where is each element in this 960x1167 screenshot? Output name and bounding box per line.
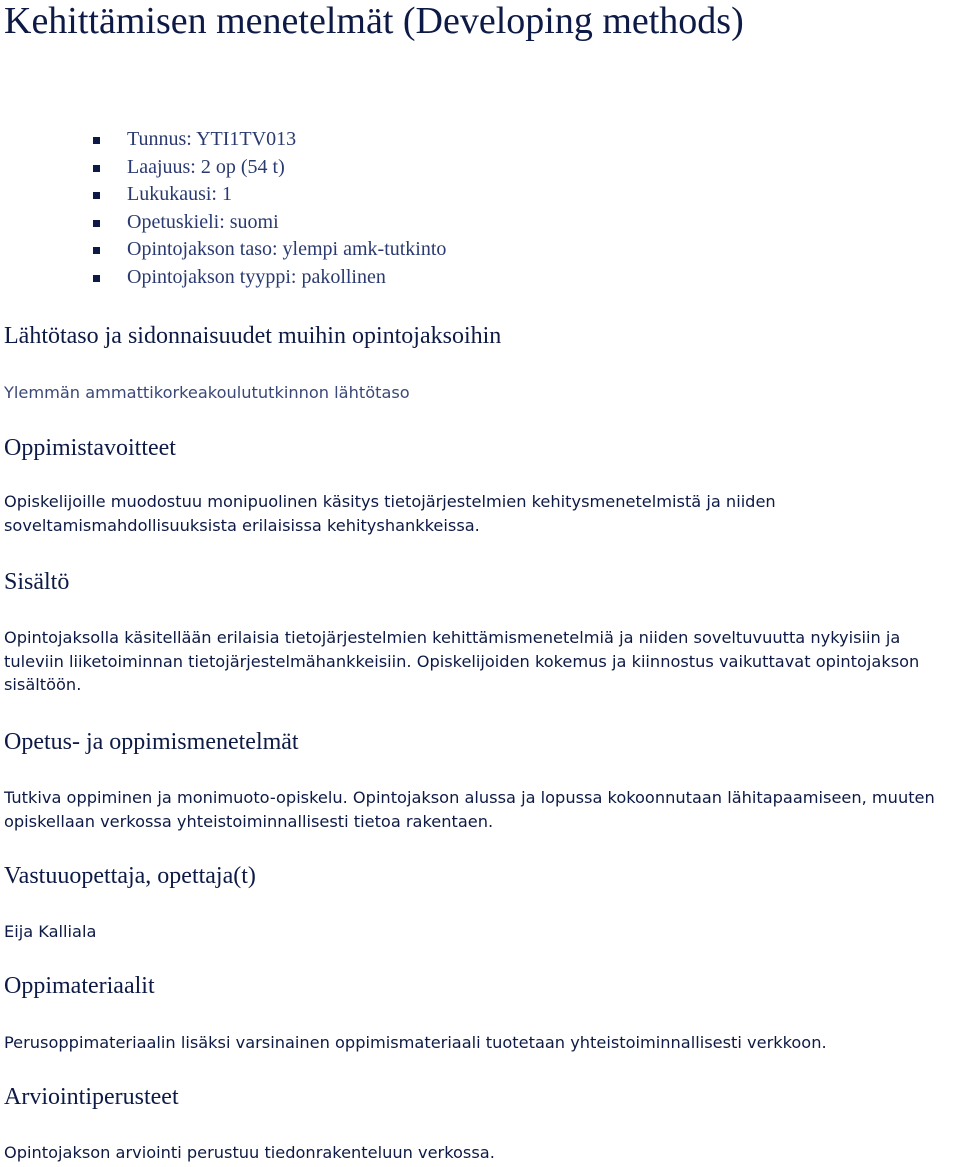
- materials-heading: Oppimateriaalit: [4, 973, 155, 999]
- fact-scope: Laajuus: 2 op (54 t): [127, 155, 285, 178]
- square-bullet-icon: [93, 192, 100, 199]
- teachers-heading: Vastuuopettaja, opettaja(t): [4, 863, 256, 889]
- content-heading: Sisältö: [4, 569, 70, 595]
- prerequisites-heading: Lähtötaso ja sidonnaisuudet muihin opintojaksoihin: [4, 323, 502, 349]
- course-facts-list: [93, 126, 446, 292]
- list-item: [93, 209, 446, 237]
- assessment-heading: Arviointiperusteet: [4, 1084, 179, 1110]
- square-bullet-icon: [93, 165, 100, 172]
- fact-type: Opintojakson tyyppi: pakollinen: [127, 265, 386, 288]
- list-item: [93, 264, 446, 292]
- square-bullet-icon: [93, 220, 100, 227]
- methods-heading: Opetus- ja oppimismenetelmät: [4, 729, 299, 755]
- list-item: [93, 154, 446, 182]
- fact-semester: Lukukausi: 1: [127, 183, 232, 206]
- list-item: [93, 181, 446, 209]
- objectives-text: Opiskelijoille muodostuu monipuolinen käsitys tietojärjestelmien kehitysmenetelmistä ja niiden soveltamismahdollisuuksista erilaisissa kehityshankkeissa.: [4, 492, 776, 535]
- list-item: [93, 126, 446, 154]
- methods-text: Tutkiva oppiminen ja monimuoto-opiskelu. Opintojakson alussa ja lopussa kokoonnutaan lähitapaamiseen, muuten opiskellaan verkossa yhteistoiminnallisesti tietoa rakentaen.: [4, 788, 935, 831]
- assessment-text: Opintojakson arviointi perustuu tiedonrakenteluun verkossa.: [4, 1143, 495, 1162]
- materials-text: Perusoppimateriaalin lisäksi varsinainen oppimismateriaali tuotetaan yhteistoiminnallisesti verkkoon.: [4, 1033, 827, 1052]
- square-bullet-icon: [93, 137, 100, 144]
- content-text: Opintojaksolla käsitellään erilaisia tietojärjestelmien kehittämismenetelmiä ja niiden soveltuvuutta nykyisiin ja tuleviin liiketoiminnan tietojärjestelmähankkeisiin. Opiskelijoiden kokemus ja kiinnostus vaikuttavat opintojakson sisältöön.: [4, 628, 920, 694]
- fact-level: Opintojakson taso: ylempi amk-tutkinto: [127, 238, 447, 261]
- list-item: [93, 236, 446, 264]
- page-title: Kehittämisen menetelmät (Developing methods): [4, 0, 744, 42]
- prerequisites-text: Ylemmän ammattikorkeakoulututkinnon lähtötaso: [4, 383, 410, 402]
- objectives-heading: Oppimistavoitteet: [4, 435, 176, 461]
- fact-language: Opetuskieli: suomi: [127, 210, 279, 233]
- square-bullet-icon: [93, 275, 100, 282]
- teachers-text: Eija Kalliala: [4, 922, 97, 941]
- fact-code: Tunnus: YTI1TV013: [127, 128, 297, 150]
- square-bullet-icon: [93, 247, 100, 254]
